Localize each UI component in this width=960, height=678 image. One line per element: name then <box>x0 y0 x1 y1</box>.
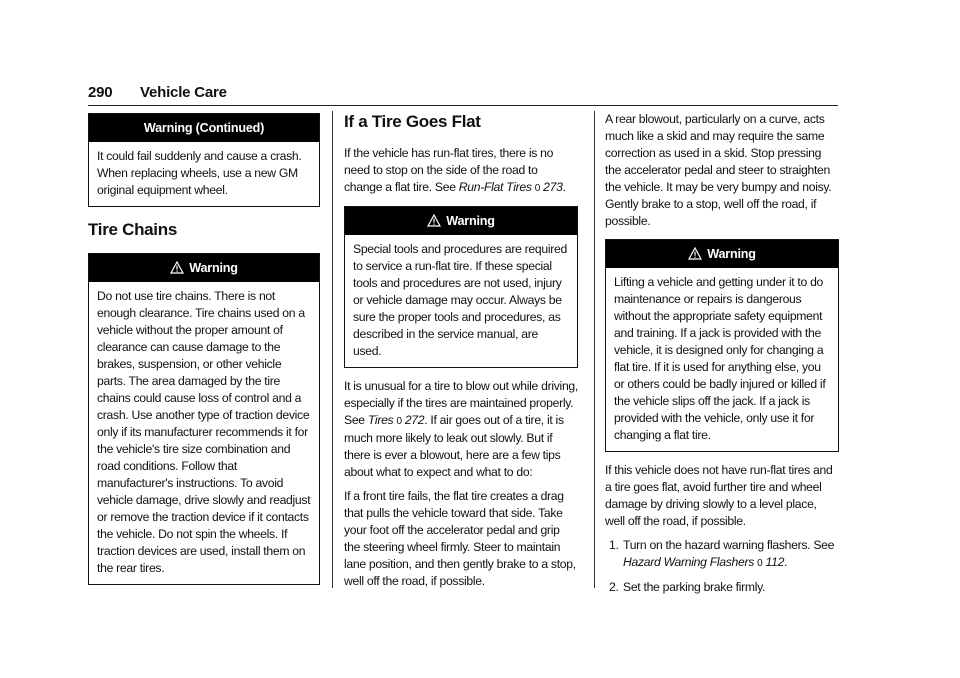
list-item: 2. Set the parking brake firmly. <box>609 580 766 594</box>
section-heading: If a Tire Goes Flat <box>344 112 481 131</box>
steps-list <box>605 537 839 596</box>
page-reference-arrow-icon: 0 <box>534 183 541 194</box>
paragraph: It is unusual for a tire to blow out while driving, especially if the tires are maintained properly. See Tires 0 272. If air goes out of a tire, it is much more likely to leak out slowly. But if there is ever a blowout, here are a few tips about what to expect and what to do: <box>344 379 578 479</box>
page-reference-number[interactable]: 272 <box>404 413 425 427</box>
paragraph: If a front tire fails, the flat tire creates a drag that pulls the vehicle toward that side. Take your foot off the accelerator pedal and grip the steering wheel firmly. Steer to maintain lane position, and then gently brake to a stop, well off the road, if possible. <box>344 489 576 588</box>
warning-header <box>606 240 838 268</box>
paragraph: A rear blowout, particularly on a curve, acts much like a skid and may require the same correction as used in a skid. Stop pressing the accelerator pedal and steer to straighten the vehicle. It may be very bumpy and noisy. Gently brake to a stop, well off the road, if possible. <box>605 112 832 228</box>
column-divider <box>594 111 595 588</box>
warning-title: Warning <box>189 261 238 275</box>
warning-title: Warning (Continued) <box>89 114 319 142</box>
warning-triangle-icon <box>427 214 441 227</box>
column-right <box>605 111 839 603</box>
warning-body: Do not use tire chains. There is not enough clearance. Tire chains used on a vehicle without the proper amount of clearance can cause damage to the brakes, suspension, or other vehicle parts. The area damaged by the tire chains could cause loss of control and a crash. Use another type of traction device only if its manufacturer recommends it for the vehicle's tire size combination and road conditions. Follow that manufacturer's instructions. To avoid vehicle damage, drive slowly and readjust or remove the traction device if it contacts the vehicle. Do not spin the wheels. If traction devices are used, install them on the rear tires. <box>97 289 311 575</box>
warning-header <box>345 207 577 235</box>
page-header <box>88 84 838 104</box>
warning-header <box>89 254 319 282</box>
section-heading: Tire Chains <box>88 220 177 239</box>
page-reference-arrow-icon: 0 <box>757 558 763 569</box>
column-left <box>88 113 320 595</box>
column-divider <box>332 111 333 588</box>
page-reference-number[interactable]: 273 <box>543 180 563 194</box>
continued-warning-box <box>88 113 320 207</box>
warning-triangle-icon <box>688 247 702 260</box>
page-reference-link[interactable]: Run-Flat Tires <box>458 180 532 194</box>
column-middle <box>344 111 578 597</box>
page-reference-link[interactable]: Tires <box>367 413 394 427</box>
warning-box <box>344 206 578 368</box>
warning-box <box>88 253 320 585</box>
page-number: 290 <box>88 84 113 101</box>
page-reference-number[interactable]: 112 <box>765 555 785 569</box>
warning-body: Lifting a vehicle and getting under it to do maintenance or repairs is dangerous without the appropriate safety equipment and training. If a jack is provided with the vehicle, it is designed only for changing a flat tire. If it is used for anything else, you or others could be badly injured or killed if the vehicle slips off the jack. If a jack is provided with the vehicle, only use it for changing a flat tire. <box>614 275 826 442</box>
list-item: 1. Turn on the hazard warning flashers. See Hazard Warning Flashers 0 112. <box>609 538 835 569</box>
warning-triangle-icon <box>170 261 184 274</box>
warning-box <box>605 239 839 452</box>
warning-title: Warning <box>707 247 756 261</box>
page-reference-arrow-icon: 0 <box>396 416 402 427</box>
section-title: Vehicle Care <box>140 84 227 101</box>
warning-title: Warning <box>446 214 495 228</box>
warning-body: Special tools and procedures are required to service a run-flat tire. If these special tools and procedures are not used, injury or vehicle damage may occur. Always be sure the proper tools and procedures, as described in the service manual, are used. <box>353 242 567 358</box>
paragraph: If this vehicle does not have run-flat tires and a tire goes flat, avoid further tire and wheel damage by driving slowly to a level place, well off the road, if possible. <box>605 463 833 528</box>
warning-body: It could fail suddenly and cause a crash. When replacing wheels, use a new GM original equipment wheel. <box>97 149 302 197</box>
page-reference-link[interactable]: Hazard Warning Flashers <box>623 555 755 569</box>
paragraph: If the vehicle has run-flat tires, there is no need to stop on the side of the road to change a flat tire. See Run-Flat Tires 0 273. <box>344 146 566 194</box>
header-divider <box>88 105 838 106</box>
